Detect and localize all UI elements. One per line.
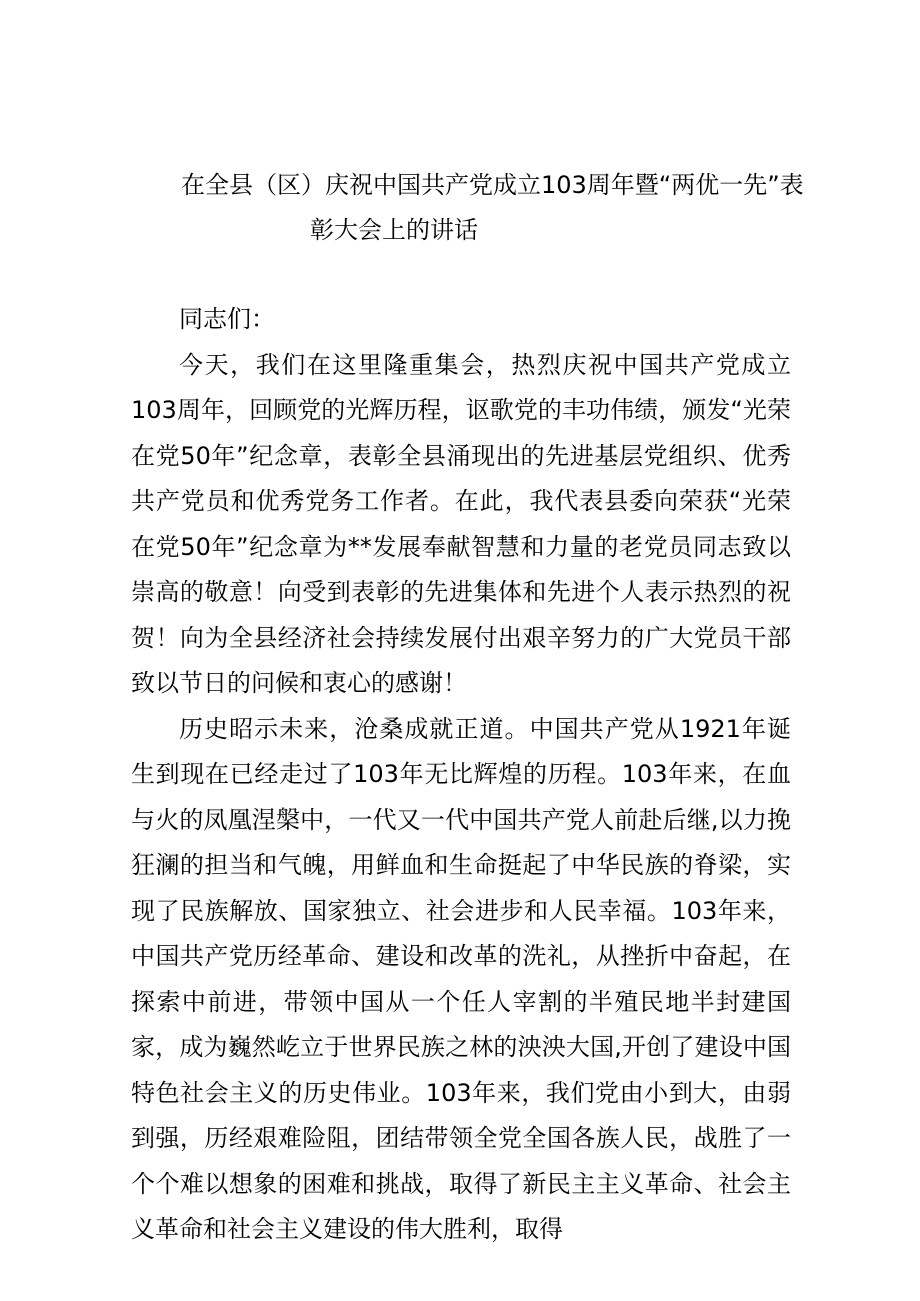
document-title (130, 163, 810, 253)
paragraph-2: 历史昭示未来，沧桑成就正道。中国共产党从1921年诞生到现在已经走过了103年无比辉煌的历程。103年来，在血与火的凤凰涅槃中，一代又一代中国共产党人前赴后继,以力挽狂澜的担当和气魄，用鲜血和生命挺起了中华民族的脊梁，实现了民族解放、国家独立、社会进步和人民幸福。103年来，中国共产党历经革命、建设和改革的洗礼，从挫折中奋起，在探索中前进，带领中国从一个任人宰割的半殖民地半封建国家，成为巍然屹立于世界民族之林的泱泱大国,开创了建设中国特色社会主义的历史伟业。103年来，我们党由小到大，由弱到强，历经艰难险阻，团结带领全党全国各族人民，战胜了一个个难以想象的困难和挑战，取得了新民主主义革命、社会主义革命和社会主义建设的伟大胜利，取得 (131, 714, 791, 1243)
paragraph-1: 今天，我们在这里隆重集会，热烈庆祝中国共产党成立103周年，回顾党的光辉历程，讴歌党的丰功伟绩，颁发“光荣在党50年”纪念章，表彰全县涌现出的先进基层党组织、优秀共产党员和优秀党务工作者。在此，我代表县委向荣获“光荣在党50年”纪念章为**发展奉献智慧和力量的老党员同志致以崇高的敬意！向受到表彰的先进集体和先进个人表示热烈的祝贺！向为全县经济社会持续发展付出艰辛努力的广大党员干部致以节日的问候和衷心的感谢！ (131, 350, 791, 697)
salutation: 同志们： (179, 305, 275, 333)
title-line-1: 在全县（区）庆祝中国共产党成立103周年暨“两优一先”表 (181, 171, 804, 199)
document-body (131, 297, 791, 1253)
title-line-2: 彰大会上的讲话 (310, 216, 478, 244)
